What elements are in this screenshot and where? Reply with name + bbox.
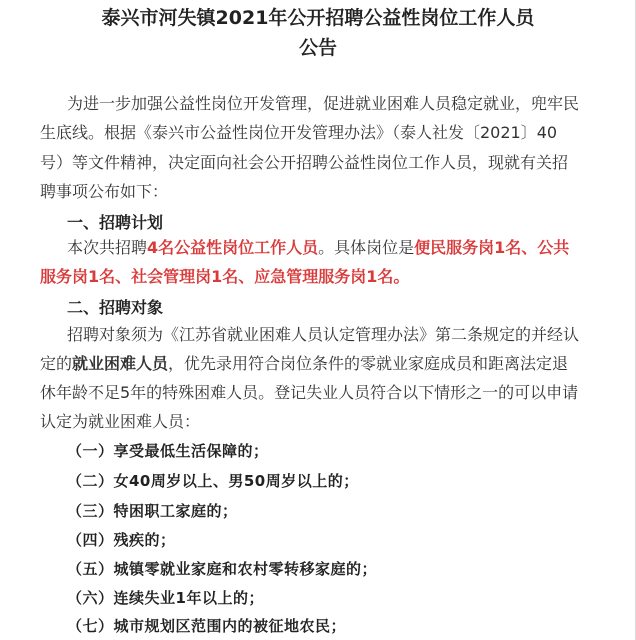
section-heading-target: 二、招聘对象 [67, 298, 164, 317]
list-item: （四）残疾的； [67, 531, 176, 549]
intro-line-1: 为进一步加强公益性岗位开发管理，促进就业困难人员稳定就业，兜牢民 [67, 94, 580, 113]
plan-highlight-count: 4名公益性岗位工作人员 [147, 238, 319, 257]
plan-highlight-posts-cont: 服务岗1名、社会管理岗1名、应急管理服务岗1名。 [40, 267, 410, 286]
target-text: 定的 [40, 354, 73, 373]
list-item: （七）城市规划区范围内的被征地农民； [67, 617, 347, 635]
page-title: 泰兴市河失镇2021年公开招聘公益性岗位工作人员 [101, 7, 535, 29]
target-text-suffix: ，优先录用符合岗位条件的零就业家庭成员和距离法定退 [168, 354, 569, 373]
intro-line-4: 聘事项公布如下： [40, 182, 169, 201]
section-heading-plan: 一、招聘计划 [67, 213, 164, 232]
list-item: （三）特困职工家庭的； [67, 502, 238, 520]
target-line-3: 休年龄不足5年的特殊困难人员。登记失业人员符合以下情形之一的可以申请 [40, 383, 579, 402]
plan-line-1 [67, 233, 569, 263]
target-line-2 [40, 349, 568, 379]
intro-line-3: 号）等文件精神，决定面向社会公开招聘公益性岗位工作人员，现就有关招 [40, 153, 569, 172]
plan-text: 本次共招聘 [67, 238, 148, 257]
intro-line-2: 生底线。根据《泰兴市公益性岗位开发管理办法》（泰人社发〔2021〕40 [40, 123, 558, 142]
target-line-1: 招聘对象须为《江苏省就业困难人员认定管理办法》第二条规定的并经认 [67, 325, 580, 344]
plan-line-2 [40, 262, 409, 292]
list-item: （五）城镇零就业家庭和农村零转移家庭的； [67, 560, 378, 578]
list-item: （二）女40周岁以上、男50周岁以上的； [67, 472, 359, 490]
plan-highlight-posts: 便民服务岗1名、公共 [414, 238, 570, 257]
plan-text-mid: 。具体岗位是 [318, 238, 415, 257]
page-subtitle: 公告 [298, 37, 337, 59]
list-item: （一）享受最低生活保障的； [67, 442, 269, 460]
target-bold-term: 就业困难人员 [72, 354, 169, 373]
list-item: （六）连续失业1年以上的； [67, 589, 264, 607]
target-line-4: 认定为就业困难人员： [40, 412, 201, 431]
